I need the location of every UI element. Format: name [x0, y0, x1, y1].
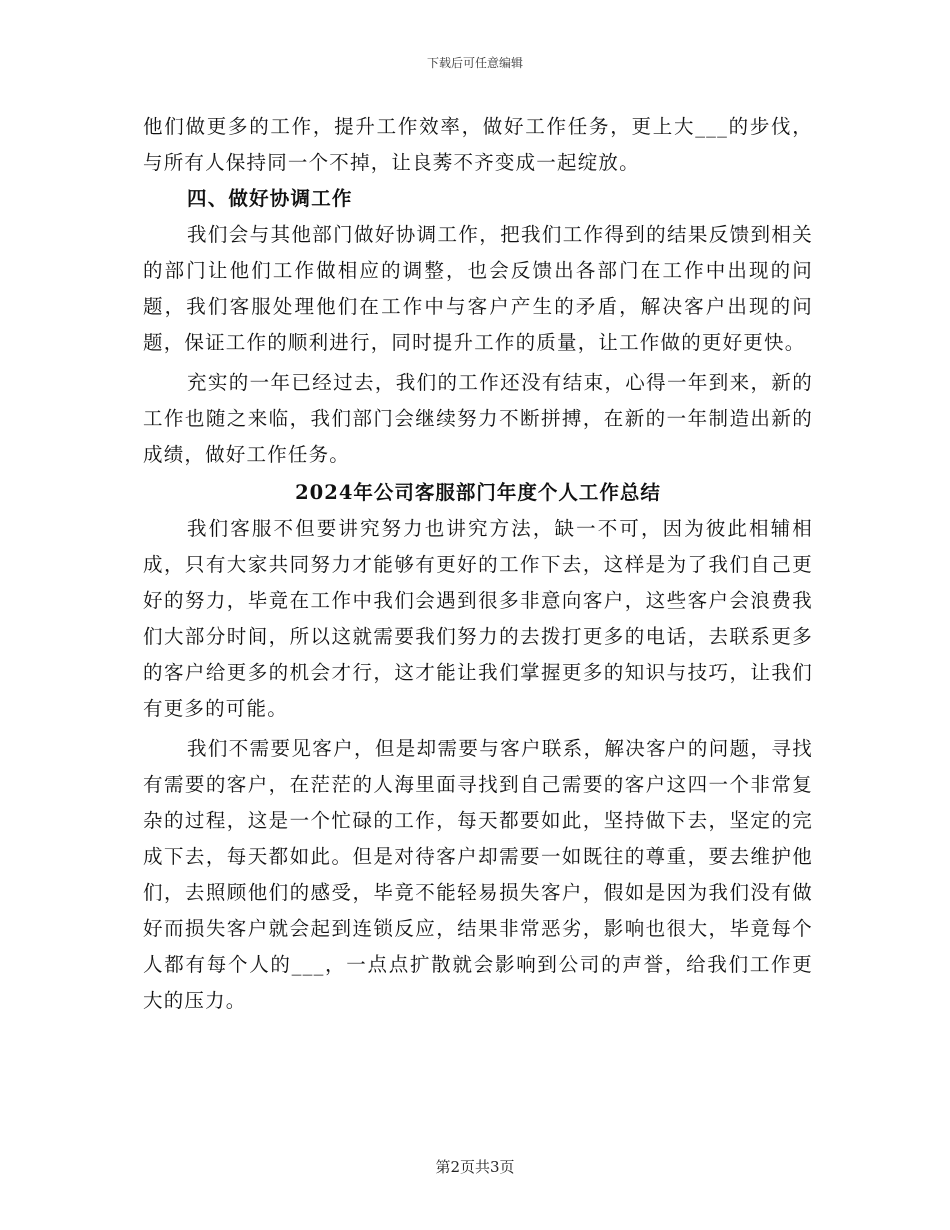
paragraph-methods: 我们客服不但要讲究努力也讲究方法，缺一不可，因为彼此相辅相成，只有大家共同努力才能够有更好的工作下去，这样是为了我们自己更好的努力，毕竟在工作中我们会遇到很多非意向客户，这些客户会浪费我们大部分时间，所以这就需要我们努力的去拨打更多的电话，去联系更多的客户给更多的机会才行，这才能让我们掌握更多的知识与技巧，让我们有更多的可能。 [143, 517, 813, 720]
paragraph-coordination: 我们会与其他部门做好协调工作，把我们工作得到的结果反馈到相关的部门让他们工作做相应的调整，也会反馈出各部门在工作中出现的问题，我们客服处理他们在工作中与客户产生的矛盾，解决客户出现的问题，保证工作的顺利进行，同时提升工作的质量，让工作做的更好更快。 [143, 223, 813, 354]
page-number: 第2页共3页 [435, 1158, 515, 1176]
paragraph-closing: 充实的一年已经过去，我们的工作还没有结束，心得一年到来，新的工作也随之来临，我们部门会继续努力不断拼搏，在新的一年制造出新的成绩，做好工作任务。 [143, 371, 813, 466]
paragraph-continued: 他们做更多的工作，提升工作效率，做好工作任务，更上大___的步伐，与所有人保持同一个不掉，让良莠不齐变成一起绽放。 [143, 115, 813, 174]
document-body [143, 109, 813, 1019]
header-note: 下载后可任意编辑 [426, 56, 523, 70]
paragraph-customers: 我们不需要见客户，但是却需要与客户联系，解决客户的问题，寻找有需要的客户，在茫茫的人海里面寻找到自己需要的客户这四一个非常复杂的过程，这是一个忙碌的工作，每天都要如此，坚持做下去，坚定的完成下去，每天都如此。但是对待客户却需要一如既往的尊重，要去维护他们，去照顾他们的感受，毕竟不能轻易损失客户，假如是因为我们没有做好而损失客户就会起到连锁反应，结果非常恶劣，影响也很大，毕竟每个人都有每个人的___，一点点扩散就会影响到公司的声誉，给我们工作更大的压力。 [143, 737, 813, 1012]
section-heading-4: 四、做好协调工作 [187, 187, 353, 210]
document-title: 2024年公司客服部门年度个人工作总结 [295, 481, 661, 504]
